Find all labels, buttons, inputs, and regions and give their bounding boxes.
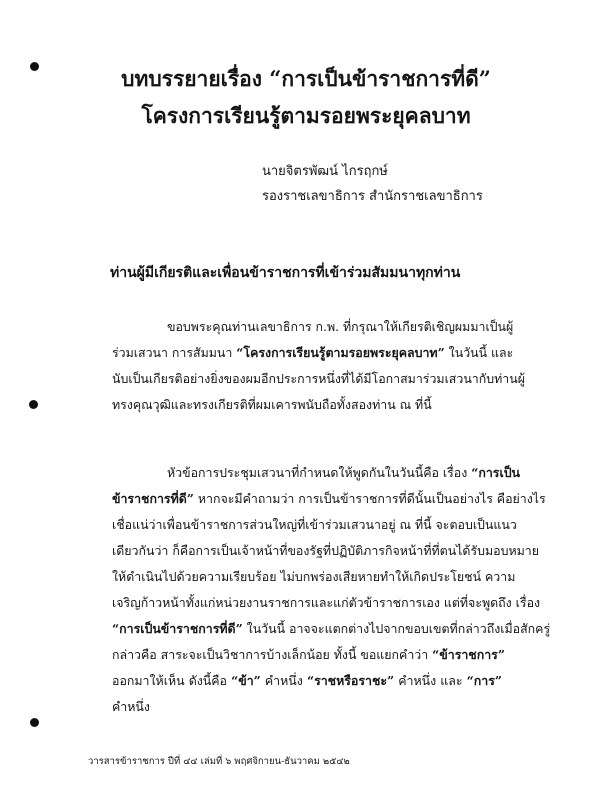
text-line: เดียวกันว่า ก็คือการเป็นเจ้าหน้าที่ของรัฐที่ปฏิบัติภารกิจหน้าที่ที่ตนได้รับมอบหมาย <box>112 543 539 558</box>
text-line: ให้ดำเนินไปด้วยความเรียบร้อย ไม่บกพร่องเสียหายทำให้เกิดประโยชน์ ความ <box>112 569 516 584</box>
document-subtitle: โครงการเรียนรู้ตามรอยพระยุคลบาท <box>141 103 471 128</box>
text-line: กล่าวคือ สาระจะเป็นวิชาการบ้างเล็กน้อย ทั้งนี้ ขอแยกคำว่า “ข้าราชการ” <box>112 647 505 662</box>
body-paragraph-2 <box>112 460 551 720</box>
text-line: ขอบพระคุณท่านเลขาธิการ ก.พ. ที่กรุณาให้เกียรติเชิญผมมาเป็นผู้ <box>167 319 514 334</box>
salutation: ท่านผู้มีเกียรติและเพื่อนข้าราชการที่เข้าร่วมสัมมนาทุกท่าน <box>110 265 461 281</box>
text-line: นับเป็นเกียรติอย่างยิ่งของผมอีกประการหนึ่งที่ได้มีโอกาสมาร่วมเสวนากับท่านผู้ <box>112 371 525 386</box>
text-line: ออกมาให้เห็น ดังนี้คือ “ข้า” คำหนึ่ง “ราชหรือราชะ” คำหนึ่ง และ “การ” <box>112 673 503 688</box>
text-line: เจริญก้าวหน้าทั้งแก่หน่วยงานราชการและแก่ตัวข้าราชการเอง แต่ที่จะพูดถึง เรื่อง <box>112 595 541 610</box>
body-paragraph-1 <box>112 314 525 418</box>
text-line: หัวข้อการประชุมเสวนาที่กำหนดให้พูดกันในวันนี้คือ เรื่อง “การเป็น <box>167 465 521 480</box>
punch-hole-mark <box>29 400 38 409</box>
text-line: คำหนึ่ง <box>112 699 150 714</box>
text-line: ข้าราชการที่ดี” หากจะมีคำถามว่า การเป็นข้าราชการที่ดีนั้นเป็นอย่างไร คือย่างไร <box>112 491 546 506</box>
document-title: บทบรรยายเรื่อง “การเป็นข้าราชการที่ดี” <box>121 66 491 91</box>
text-line: ทรงคุณวุฒิและทรงเกียรติที่ผมเคารพนับถือทั้งสองท่าน ณ ที่นี้ <box>112 397 432 412</box>
author-name: นายจิตรพัฒน์ ไกรฤกษ์ <box>262 164 388 179</box>
text-line: “การเป็นข้าราชการที่ดี” ในวันนี้ อาจจะแตกต่างไปจากขอบเขตที่กล่าวถึงเมื่อสักครู่ <box>112 621 551 636</box>
punch-hole-mark <box>30 718 39 727</box>
author-position: รองราชเลขาธิการ สำนักราชเลขาธิการ <box>262 189 483 204</box>
text-line: เชื่อแน่ว่าเพื่อนข้าราชการส่วนใหญ่ที่เข้าร่วมเสวนาอยู่ ณ ที่นี้ จะตอบเป็นแนว <box>112 517 517 532</box>
page-footer: วารสารข้าราชการ ปีที่ ๔๔ เล่มที่ ๖ พฤศจิกายน-ธันวาคม ๒๕๔๒ <box>88 756 350 767</box>
text-line: ร่วมเสวนา การสัมมนา “โครงการเรียนรู้ตามรอยพระยุคลบาท” ในวันนี้ และ <box>112 345 514 360</box>
